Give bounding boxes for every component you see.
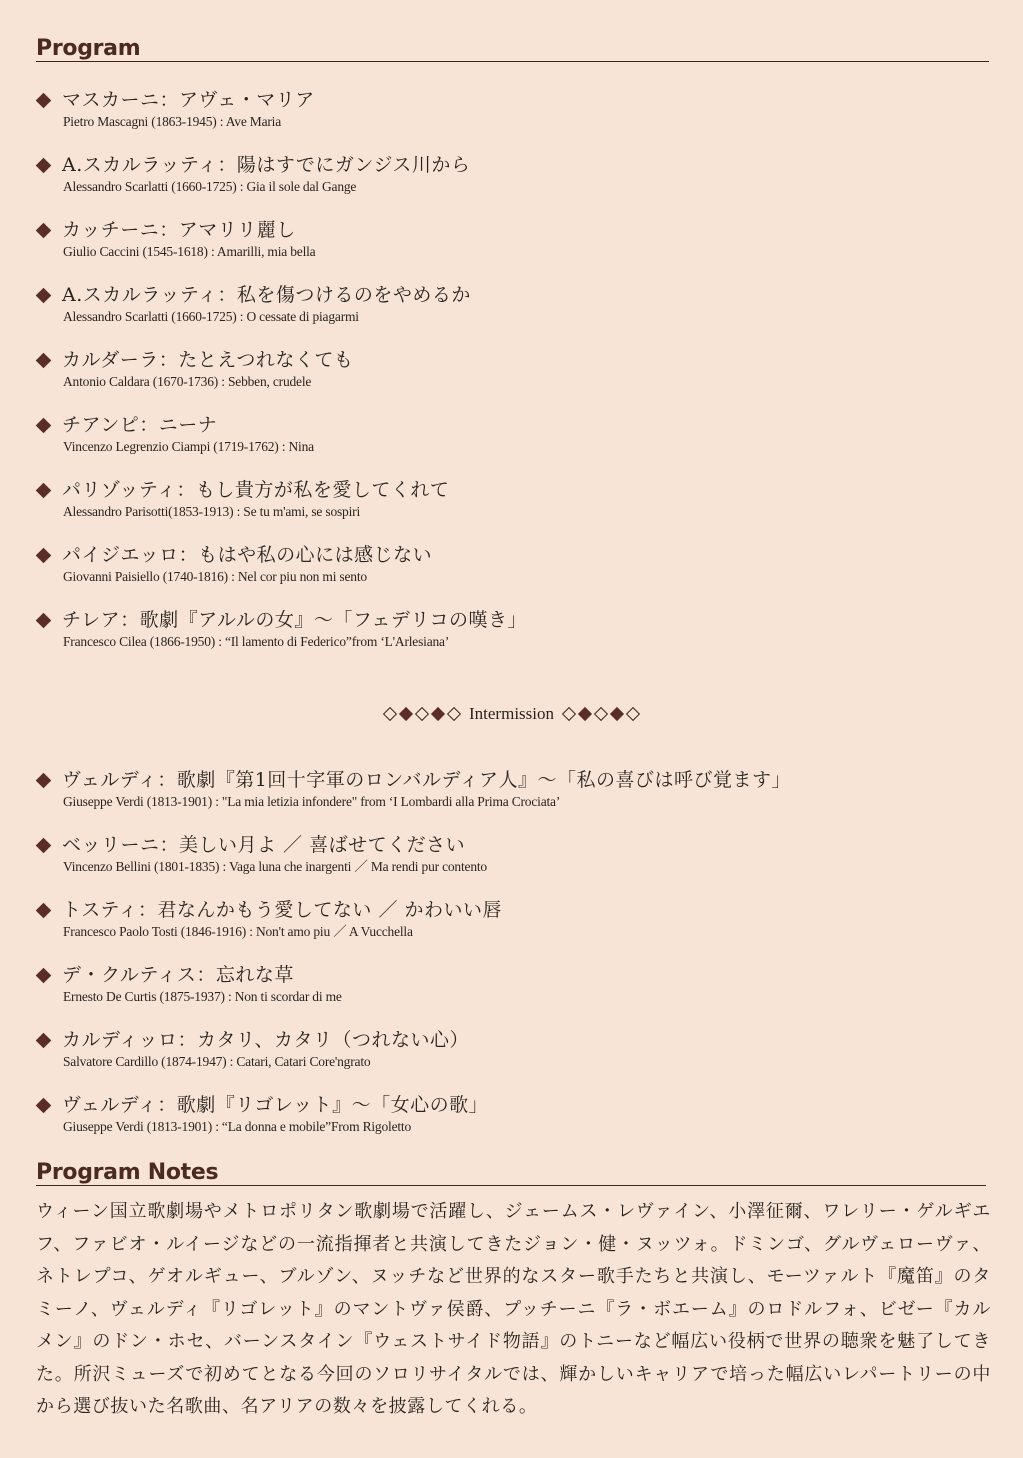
piece-title-japanese <box>36 283 471 307</box>
piece-title-japanese <box>36 898 502 922</box>
program-item <box>36 608 527 650</box>
piece-title-text: パリゾッティ：もし貴方が私を愛してくれて <box>62 479 450 501</box>
piece-title-japanese <box>36 543 432 567</box>
program-item <box>36 348 353 390</box>
piece-title-text: カルダーラ：たとえつれなくても <box>62 349 354 371</box>
piece-title-text: カルディッロ：カタリ、カタリ（つれない心） <box>62 1029 470 1051</box>
program-heading: Program <box>36 36 141 61</box>
piece-title-japanese <box>36 963 342 987</box>
program-item <box>36 963 342 1005</box>
program-item <box>36 833 487 875</box>
piece-composer-original: Salvatore Cardillo (1874-1947) : Catari, Catari Core'ngrato <box>63 1054 371 1069</box>
piece-composer-original: Vincenzo Legrenzio Ciampi (1719-1762) : Nina <box>63 439 314 454</box>
piece-title-japanese <box>36 218 315 242</box>
piece-composer-original: Giuseppe Verdi (1813-1901) : "La mia letizia infondere" from ‘I Lombardi alla Prima Crociata’ <box>63 794 561 809</box>
program-item <box>36 1093 488 1135</box>
program-item <box>36 478 449 520</box>
piece-composer-original: Alessandro Parisotti(1853-1913) : Se tu m'ami, se sospiri <box>63 504 361 519</box>
intermission-label: Intermission <box>469 704 554 723</box>
diamond-outline-icon <box>383 707 397 721</box>
diamond-outline-icon <box>594 707 608 721</box>
diamond-filled-icon <box>431 707 445 721</box>
diamond-bullet-icon <box>36 417 52 433</box>
diamond-outline-icon <box>447 707 461 721</box>
piece-title-text: A.スカルラッティ：私を傷つけるのをやめるか <box>62 284 471 306</box>
piece-composer-original: Antonio Caldara (1670-1736) : Sebben, crudele <box>63 374 312 389</box>
program-heading-rule <box>36 61 989 62</box>
diamond-bullet-icon <box>36 967 52 983</box>
diamond-bullet-icon <box>36 482 52 498</box>
diamond-outline-icon <box>415 707 429 721</box>
program-item <box>36 898 502 940</box>
piece-composer-original: Pietro Mascagni (1863-1945) : Ave Maria <box>63 114 282 129</box>
piece-title-text: パイジエッロ：もはや私の心には感じない <box>62 544 433 566</box>
piece-composer-original: Francesco Cilea (1866-1950) : “Il lamento di Federico”from ‘L'Arlesiana’ <box>63 634 450 649</box>
diamond-outline-icon <box>626 707 640 721</box>
piece-title-text: チアンピ：ニーナ <box>62 414 218 436</box>
diamond-bullet-icon <box>36 157 52 173</box>
program-item <box>36 1028 469 1070</box>
diamond-bullet-icon <box>36 612 52 628</box>
piece-composer-original: Vincenzo Bellini (1801-1835) : Vaga luna che inargenti ／ Ma rendi pur contento <box>63 859 487 874</box>
diamond-filled-icon <box>610 707 624 721</box>
piece-composer-original: Francesco Paolo Tosti (1846-1916) : Non't amo piu ／ A Vucchella <box>63 924 413 939</box>
piece-title-text: チレア：歌劇『アルルの女』～「フェデリコの嘆き」 <box>62 609 528 631</box>
diamond-bullet-icon <box>36 772 52 788</box>
program-item <box>36 768 791 810</box>
piece-title-text: ヴェルディ：歌劇『第1回十字軍のロンバルディア人』～「私の喜びは呼び覚ます」 <box>62 769 791 791</box>
piece-title-text: デ・クルティス：忘れな草 <box>62 964 294 986</box>
diamond-bullet-icon <box>36 902 52 918</box>
diamond-bullet-icon <box>36 1097 52 1113</box>
piece-title-japanese <box>36 153 470 177</box>
program-item <box>36 218 315 260</box>
diamond-bullet-icon <box>36 352 52 368</box>
intermission-divider <box>0 704 1023 724</box>
diamond-bullet-icon <box>36 287 52 303</box>
program-item <box>36 283 471 325</box>
piece-title-japanese <box>36 768 791 792</box>
program-item <box>36 543 432 585</box>
piece-title-japanese <box>36 608 527 632</box>
diamond-filled-icon <box>578 707 592 721</box>
program-notes-text: ウィーン国立歌劇場やメトロポリタン歌劇場で活躍し、ジェームス・レヴァイン、小澤征爾、ワレリー・ゲルギエフ、ファビオ・ルイージなどの一流指揮者と共演してきたジョン・健・ヌッツォ。ドミンゴ、グルヴェローヴァ、ネトレプコ、ゲオルギュー、ブルゾン、ヌッチなど世界的なスター歌手たちと共演し、モーツァルト『魔笛』のタミーノ、ヴェルディ『リゴレット』のマントヴァ侯爵、プッチーニ『ラ・ボエーム』のロドルフォ、ビゼー『カルメン』のドン・ホセ、バーンスタイン『ウェストサイド物語』のトニーなど幅広い役柄で世界の聴衆を魅了してきた。所沢ミューズで初めてとなる今回のソロリサイタルでは、輝かしいキャリアで培った幅広いレパートリーの中から選び抜いた名歌曲、名アリアの数々を披露してくれる。 <box>36 1201 991 1417</box>
program-item <box>36 153 470 195</box>
program-item <box>36 88 315 130</box>
piece-title-text: トスティ：君なんかもう愛してない ／ かわいい唇 <box>62 899 502 921</box>
ornament-left <box>383 709 461 719</box>
piece-title-japanese <box>36 1093 488 1117</box>
piece-composer-original: Alessandro Scarlatti (1660-1725) : O cessate di piagarmi <box>63 309 359 324</box>
diamond-filled-icon <box>399 707 413 721</box>
piece-title-text: カッチーニ：アマリリ麗し <box>62 219 296 241</box>
piece-title-text: A.スカルラッティ：陽はすでにガンジス川から <box>62 154 471 176</box>
diamond-bullet-icon <box>36 222 52 238</box>
piece-composer-original: Ernesto De Curtis (1875-1937) : Non ti scordar di me <box>63 989 342 1004</box>
piece-title-japanese <box>36 88 315 112</box>
diamond-bullet-icon <box>36 547 52 563</box>
piece-title-text: ベッリーニ：美しい月よ ／ 喜ばせてください <box>62 834 466 856</box>
piece-title-japanese <box>36 478 449 502</box>
piece-composer-original: Giulio Caccini (1545-1618) : Amarilli, mia bella <box>63 244 316 259</box>
piece-title-japanese <box>36 413 314 437</box>
diamond-bullet-icon <box>36 837 52 853</box>
diamond-bullet-icon <box>36 92 52 108</box>
piece-title-text: ヴェルディ：歌劇『リゴレット』～「女心の歌」 <box>62 1094 489 1116</box>
program-notes-heading-rule <box>36 1185 986 1186</box>
piece-composer-original: Alessandro Scarlatti (1660-1725) : Gia il sole dal Gange <box>63 179 357 194</box>
piece-title-text: マスカーニ：アヴェ・マリア <box>62 89 315 111</box>
diamond-bullet-icon <box>36 1032 52 1048</box>
ornament-right <box>562 709 640 719</box>
piece-composer-original: Giuseppe Verdi (1813-1901) : “La donna e mobile”From Rigoletto <box>63 1119 412 1134</box>
piece-title-japanese <box>36 1028 469 1052</box>
piece-title-japanese <box>36 348 353 372</box>
diamond-outline-icon <box>562 707 576 721</box>
piece-title-japanese <box>36 833 487 857</box>
program-notes-heading: Program Notes <box>36 1160 219 1185</box>
piece-composer-original: Giovanni Paisiello (1740-1816) : Nel cor piu non mi sento <box>63 569 367 584</box>
program-item <box>36 413 314 455</box>
